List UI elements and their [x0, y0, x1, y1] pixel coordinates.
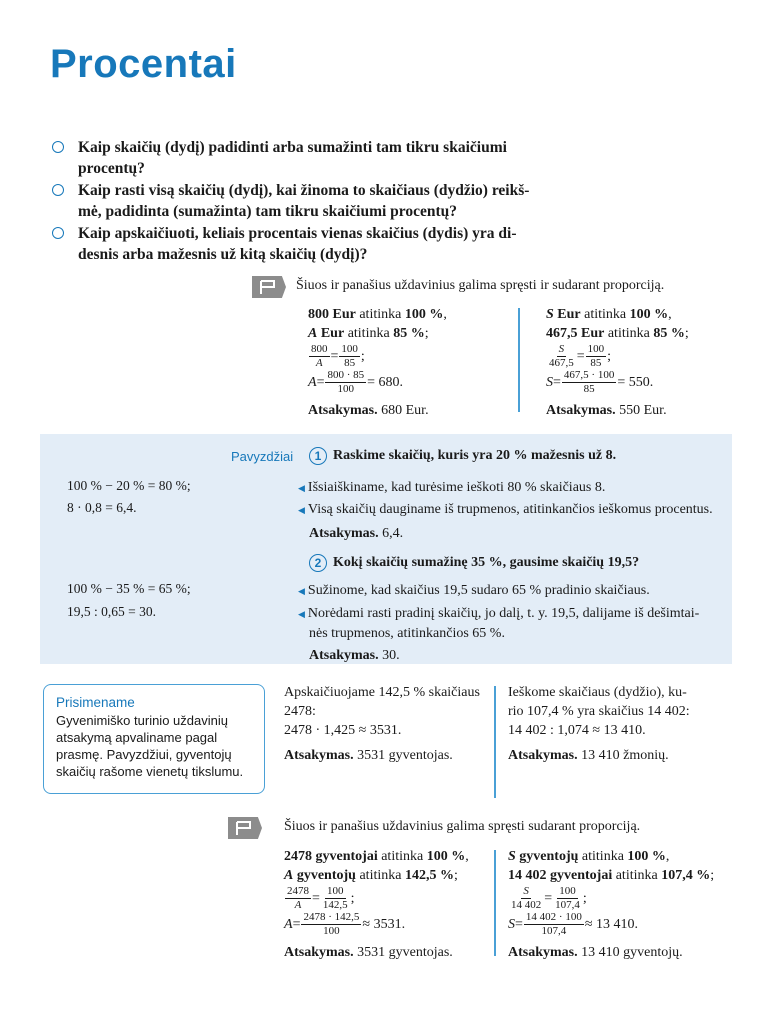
arrow-left-icon: ◀	[298, 586, 305, 596]
calc-line: 19,5 : 0,65 = 30.	[67, 604, 156, 619]
solution-equation: A = $\frac{800 \cdot 85}{100}$ = 680.	[308, 368, 404, 395]
question-item: Kaip apskaičiuoti, keliais procentais vienas skaičius (dydis) yra di- desnis arba mažesnis už kitą skaičių (dydį)?	[52, 223, 562, 265]
answer: Atsakymas. 6,4.	[309, 526, 404, 541]
examples-label: Pavyzdžiai	[231, 449, 294, 464]
answer: Atsakymas. 30.	[309, 648, 400, 663]
step-text: ◀ Visą skaičių dauginame iš trupmenos, atitinkančios ieškomus procentus.	[298, 502, 713, 517]
answer: Atsakymas. 3531 gyventojas.	[284, 945, 453, 960]
number-circle-icon: 2	[309, 554, 327, 572]
solution-right: Ieškome skaičiaus (dydžio), ku- rio 107,4 % yra skaičius 14 402: 14 402 : 1,074 ≈ 13 410. Atsakymas. 13 410 žmonių.	[508, 683, 718, 765]
proportion-left-column: 2478 gyventojai atitinka 100 %, A gyventojų atitinka 142,5 %; $\frac{2478}{A}$ = $\frac{100}{142,5}$ ; A = $\frac{2478 \cdot 142,5}{100}$ ≈ 3531. Atsakymas. 3531 gyventojas.	[284, 847, 484, 962]
circle-bullet-icon	[52, 184, 64, 196]
step-text: ◀ Išsiaiškiname, kad turėsime ieškoti 80 % skaičiaus 8.	[298, 480, 606, 495]
flag-icon	[228, 817, 262, 839]
proportion-left-column: 800 Eur atitinka 100 %, A Eur atitinka 85 %; $\frac{800}{A}$ = $\frac{100}{85}$ ; A = $\frac{800 \cdot 85}{100}$ = 680. Atsakymas. 680 Eur.	[308, 305, 498, 420]
answer: Atsakymas. 680 Eur.	[308, 403, 429, 418]
arrow-left-icon: ◀	[298, 609, 305, 619]
answer: Atsakymas. 13 410 gyventojų.	[508, 945, 683, 960]
answer: Atsakymas. 550 Eur.	[546, 403, 667, 418]
answer: Atsakymas. 3531 gyventojas.	[284, 748, 453, 763]
solution-equation: S = $\frac{467,5 \cdot 100}{85}$ = 550.	[546, 368, 654, 395]
question-item: Kaip rasti visą skaičių (dydį), kai žinoma to skaičiaus (dydžio) reikš- mė, padidinta (sumažinta) tam tikru skaičiumi procentų?	[52, 180, 562, 222]
column-divider	[518, 308, 520, 412]
proportion-equation: $\frac{2478}{A}$ = $\frac{100}{142,5}$ ;	[287, 884, 355, 911]
calc-line: 100 % − 35 % = 65 %;	[67, 581, 191, 596]
solution-equation: S = $\frac{14 402 \cdot 100}{107,4}$ ≈ 13 410.	[508, 910, 639, 937]
proportion-right-column: S Eur atitinka 100 %, 467,5 Eur atitinka 85 %; $\frac{S}{467,5}$ = $\frac{100}{85}$ ; S = $\frac{467,5 \cdot 100}{85}$ = 550. Atsakymas. 550 Eur.	[546, 305, 736, 420]
circle-bullet-icon	[52, 141, 64, 153]
step-text: ◀ Sužinome, kad skaičius 19,5 sudaro 65 % pradinio skaičiaus.	[298, 583, 650, 598]
remember-body: Gyvenimiško turinio uždavinių atsakymą apvaliname pagal prasmę. Pavyzdžiui, gyventojų skaičių rašome vienetų tikslumu.	[56, 713, 244, 779]
proportion-equation: $\frac{S}{14 402}$ = $\frac{100}{107,4}$ ;	[511, 884, 587, 911]
number-circle-icon: 1	[309, 447, 327, 465]
circle-bullet-icon	[52, 227, 64, 239]
proportion-equation: $\frac{800}{A}$ = $\frac{100}{85}$ ;	[311, 342, 365, 369]
example-1-heading: 1 Raskime skaičių, kuris yra 20 % mažesnis už 8.	[309, 447, 616, 465]
remember-title: Prisimename	[56, 695, 135, 710]
proportion-equation: $\frac{S}{467,5}$ = $\frac{100}{85}$ ;	[549, 342, 612, 369]
calc-line: 100 % − 20 % = 80 %;	[67, 478, 191, 493]
answer: Atsakymas. 13 410 žmonių.	[508, 748, 669, 763]
proportion-lead: Šiuos ir panašius uždavinius galima spręsti sudarant proporciją.	[284, 819, 641, 834]
page-title: Procentai	[50, 42, 237, 86]
solution-left: Apskaičiuojame 142,5 % skaičiaus 2478: 2478 · 1,425 ≈ 3531. Atsakymas. 3531 gyventojas.	[284, 683, 484, 765]
column-divider	[494, 850, 496, 956]
remember-box	[43, 684, 265, 794]
proportion-right-column: S gyventojų atitinka 100 %, 14 402 gyventojai atitinka 107,4 %; $\frac{S}{14 402}$ = $\frac{100}{107,4}$ ; S = $\frac{14 402 \cdot 100}{107,4}$ ≈ 13 410. Atsakymas. 13 410 gyventojų.	[508, 847, 728, 962]
questions-list	[52, 137, 562, 266]
column-divider	[494, 686, 496, 798]
flag-icon	[252, 276, 286, 298]
arrow-left-icon: ◀	[298, 483, 305, 493]
step-text: ◀ Norėdami rasti pradinį skaičių, jo dalį, t. y. 19,5, dalijame iš dešimtai- nės trupmenos, atitinkančios 65 %.	[298, 606, 700, 641]
solution-equation: A = $\frac{2478 \cdot 142,5}{100}$ ≈ 3531.	[284, 910, 406, 937]
arrow-left-icon: ◀	[298, 505, 305, 515]
question-item: Kaip skaičių (dydį) padidinti arba sumažinti tam tikru skaičiumi procentų?	[52, 137, 562, 179]
proportion-lead: Šiuos ir panašius uždavinius galima spręsti ir sudarant proporciją.	[296, 278, 665, 293]
calc-line: 8 · 0,8 = 6,4.	[67, 500, 137, 515]
example-2-heading: 2 Kokį skaičių sumažinę 35 %, gausime skaičių 19,5?	[309, 554, 639, 572]
